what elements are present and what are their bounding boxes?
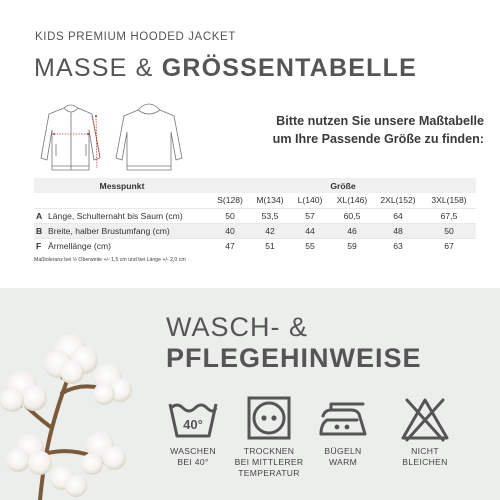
tumble-dry-icon [243,396,295,442]
iron-icon [317,396,369,442]
row-label: Breite, halber Brustumfang (cm) [48,225,170,236]
table-cell: 44 [305,225,315,236]
table-cell: 50 [444,225,454,236]
care-label-line: BEI 40° [177,457,209,467]
table-cell: 55 [305,240,315,251]
table-cell: 48 [393,225,403,236]
intro-line-1: Bitte nutzen Sie unsere Maßtabelle [276,114,484,128]
table-cell: 53,5 [261,210,279,221]
care-label-line: TROCKNEN [243,446,295,456]
care-title-line-1: WASCH- & [166,312,308,342]
table-row [34,238,476,253]
wash-temp-badge: 40° [183,417,203,432]
header-measure: Messpunkt [34,178,210,193]
table-row [34,223,476,238]
care-section [0,288,500,500]
size-label: M(134) [256,195,284,206]
care-item-wash [153,396,233,468]
table-cell: 59 [347,240,357,251]
title-bold: GRÖSSENTABELLE [161,54,417,82]
care-item-iron [303,396,383,468]
size-label: L(140) [297,195,323,206]
care-item-dry [229,396,309,479]
care-label-line: TEMPERATUR [238,468,300,478]
table-cell: 64 [393,210,403,221]
table-cell: 67,5 [440,210,458,221]
care-label [385,446,465,468]
care-label-line: WARM [328,457,358,467]
size-table [34,178,476,253]
wash-40-icon [167,396,219,442]
size-intro [222,112,484,148]
care-label-line: BEI MITTLERER [234,457,304,467]
no-bleach-icon [399,396,451,442]
table-cell: 47 [225,240,235,251]
table-row [34,208,476,223]
care-item-bleach [385,396,465,468]
cotton-branch-image [0,288,150,500]
size-label: 2XL(152) [380,195,416,206]
title-light: MASSE & [34,54,162,82]
care-label-line: BÜGELN [324,446,362,456]
product-kicker: KIDS PREMIUM HOODED JACKET [35,31,236,43]
care-label [303,446,383,468]
row-letter: B [36,225,43,236]
table-cell: 51 [265,240,275,251]
table-cell: 57 [305,210,315,221]
table-cell: 40 [225,225,235,236]
row-letter: A [36,210,43,221]
table-cell: 60,5 [343,210,361,221]
header-size: Größe [210,178,476,193]
table-cell: 46 [347,225,357,236]
intro-line-2: um Ihre Passende Größe zu finden: [272,132,484,146]
row-label: Ärmellänge (cm) [48,240,112,251]
care-title-line-2: PFLEGEHINWEISE [166,343,422,373]
page-title [34,54,417,83]
size-label: S(128) [217,195,243,206]
table-cell: 50 [225,210,235,221]
row-letter: F [36,240,42,251]
care-label [153,446,233,468]
care-label-line: NICHT [411,446,439,456]
size-label: XL(146) [336,195,368,206]
care-label [229,446,309,479]
table-cell: 63 [393,240,403,251]
tolerance-note: Maßtoleranz bei ½ Oberweite +/- 1,5 cm und bei Länge +/- 2,0 cm [34,257,186,263]
table-cell: 42 [265,225,275,236]
jacket-illustration [34,100,194,178]
care-label-line: BLEICHEN [402,457,448,467]
table-cell: 67 [444,240,454,251]
care-label-line: WASCHEN [170,446,216,456]
size-label: 3XL(158) [431,195,467,206]
row-label: Länge, Schulternaht bis Saum (cm) [48,210,183,221]
